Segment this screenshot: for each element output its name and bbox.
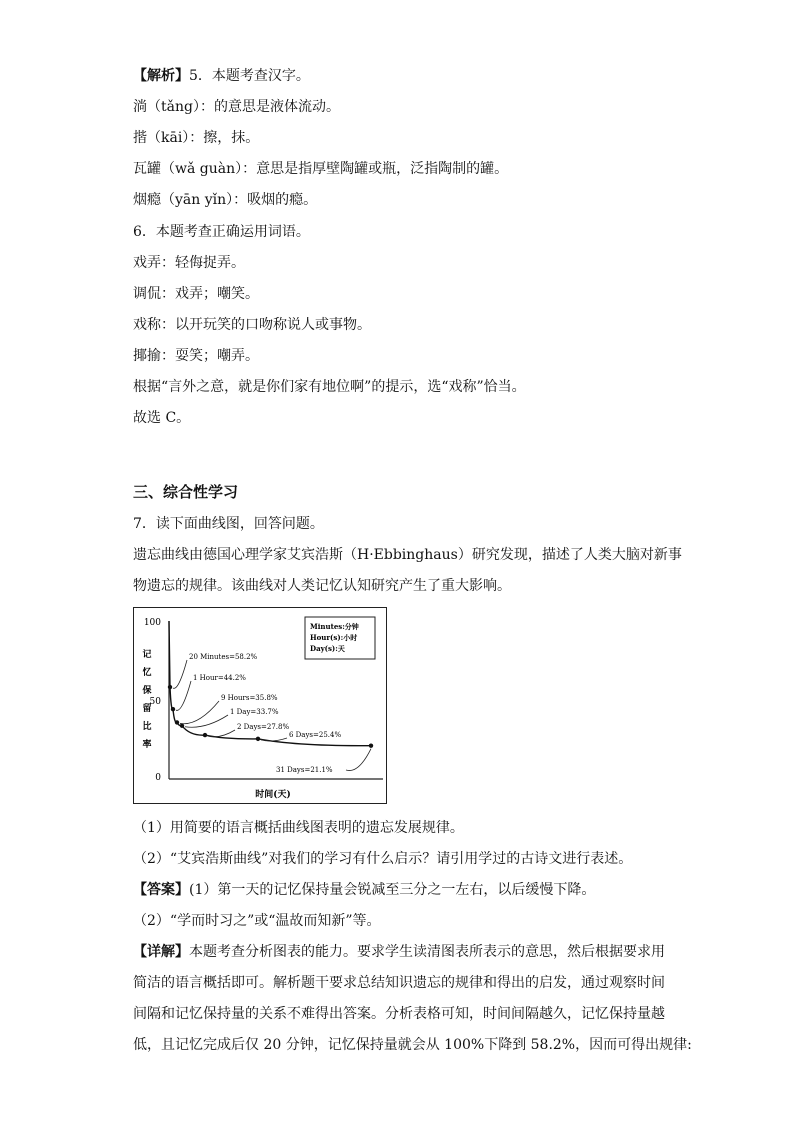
y-tick-100: 100 (143, 618, 161, 628)
legend-entry-hours: Hour(s):小时 (310, 633, 358, 642)
analysis-5-line-4: 瓦罐（wǎ guàn）：意思是指厚壁陶罐或瓶，泛指陶制的罐。 (133, 161, 509, 177)
analysis-tag: 【解析】 (133, 68, 189, 84)
analysis-6-line-6: 根据“言外之意，就是你们家有地位啊”的提示，选“戏称”恰当。 (133, 379, 526, 395)
data-label: 6 Days=25.4% (289, 731, 342, 739)
detail-line-4: 低，且记忆完成后仅 20 分钟，记忆保持量就会从 100%下降到 58.2%，因而可得出规律: (133, 1037, 692, 1053)
question-7-intro-2: 物遗忘的规律。该曲线对人类记忆认知研究产生了重大影响。 (133, 578, 511, 594)
data-label: 2 Days=27.8% (237, 723, 290, 731)
data-label: 1 Hour=44.2% (193, 674, 246, 682)
y-axis-label-char: 忆 (142, 668, 152, 678)
legend-entry-days: Day(s):天 (310, 644, 345, 653)
analysis-5-line-3: 揩（kāi）：擦，抹。 (133, 130, 260, 146)
answer-1-text: (1）第一天的记忆保持量会锐减至三分之一左右，以后缓慢下降。 (189, 882, 596, 898)
data-point (369, 743, 373, 747)
y-axis-label-char: 比 (142, 722, 152, 732)
analysis-6-line-3: 调侃：戏弄；嘲笑。 (133, 286, 259, 302)
y-axis-label-char: 率 (142, 740, 152, 750)
forgetting-curve-chart (133, 607, 387, 804)
detail-1-text: 本题考查分析图表的能力。要求学生读清图表所表示的意思，然后根据要求用 (189, 944, 665, 960)
answer-line-1 (133, 880, 595, 900)
data-point (168, 685, 172, 689)
analysis-6-line-7: 故选 C。 (133, 410, 191, 426)
sub-question-2: （2）“艾宾浩斯曲线”对我们的学习有什么启示？请引用学过的古诗文进行表述。 (133, 851, 633, 867)
data-point (180, 724, 184, 728)
data-label: 1 Day=33.7% (230, 708, 279, 716)
chart-svg (133, 607, 387, 804)
legend-entry-minutes: Minutes:分钟 (310, 622, 359, 631)
y-axis-label-char: 保 (142, 686, 152, 696)
data-point (203, 733, 207, 737)
analysis-6-line-1: 6．本题考查正确运用词语。 (133, 224, 310, 240)
detail-line-3: 间隔和记忆保持量的关系不难得出答案。分析表格可知，时间间隔越久，记忆保持量越 (133, 1006, 665, 1022)
data-point (175, 720, 179, 724)
y-tick-0: 0 (155, 773, 161, 783)
analysis-6-line-2: 戏弄：轻侮捉弄。 (133, 255, 245, 271)
x-axis-label: 时间(天) (255, 790, 291, 800)
y-axis-label-char: 记 (142, 650, 152, 660)
data-label: 20 Minutes=58.2% (189, 653, 258, 661)
answer-tag: 【答案】 (133, 882, 189, 898)
y-axis-label-char: 留 (142, 704, 152, 714)
question-7-stem: 7．读下面曲线图，回答问题。 (133, 516, 324, 532)
analysis-5-line-5: 烟瘾（yān yǐn）：吸烟的瘾。 (133, 192, 318, 208)
analysis-5-line-1 (133, 66, 310, 86)
data-point (256, 737, 260, 741)
data-point (171, 707, 175, 711)
detail-tag: 【详解】 (133, 944, 189, 960)
detail-line-1 (133, 942, 665, 962)
analysis-6-line-4: 戏称：以开玩笑的口吻称说人或事物。 (133, 317, 371, 333)
analysis-6-line-5: 揶揄：耍笑；嘲弄。 (133, 348, 259, 364)
data-label: 31 Days=21.1% (276, 766, 333, 774)
detail-line-2: 简洁的语言概括即可。解析题干要求总结知识遗忘的规律和得出的启发，通过观察时间 (133, 975, 665, 991)
question-7-intro-1: 遗忘曲线由德国心理学家艾宾浩斯（H·Ebbinghaus）研究发现，描述了人类大脑对新事 (133, 547, 682, 563)
analysis-5-line-2: 淌（tǎng）：的意思是液体流动。 (133, 99, 340, 115)
sub-question-1: （1）用简要的语言概括曲线图表明的遗忘发展规律。 (133, 820, 464, 836)
section-heading: 三、综合性学习 (133, 483, 239, 501)
data-label: 9 Hours=35.8% (221, 694, 278, 702)
y-tick-50: 50 (149, 697, 161, 707)
answer-line-2: （2）“学而时习之”或“温故而知新”等。 (133, 913, 381, 929)
analysis-5-heading: 5．本题考查汉字。 (189, 68, 310, 84)
